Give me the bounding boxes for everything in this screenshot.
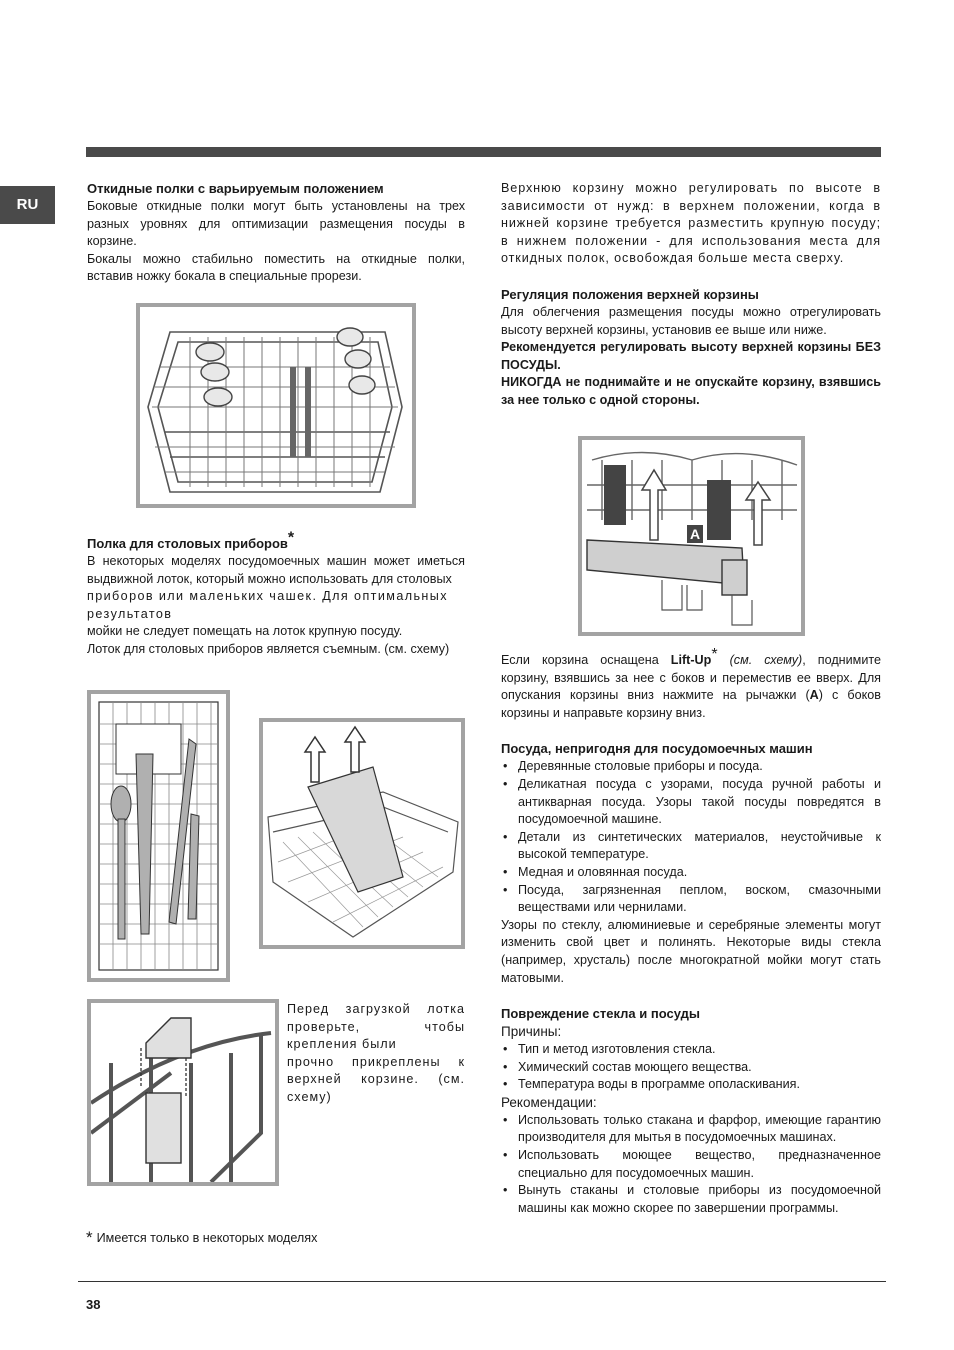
tray-clips-drawing [91, 1003, 275, 1182]
section-title: Полка для столовых приборов* [87, 529, 295, 551]
asterisk: * [86, 1228, 93, 1247]
basket-shelves-illustration [136, 303, 416, 508]
figure-label-a: A [690, 526, 701, 542]
basket-shelves-drawing [140, 307, 412, 504]
paragraph: В некоторых моделях посудомоечных машин может иметься выдвижной лоток, который можно использовать для столовых [87, 554, 465, 586]
causes-list [501, 1041, 881, 1094]
section-cutlery-tray [87, 529, 465, 659]
list-item: • Деликатная посуда с узорами, посуда ручной работы и антикварная посуда. Узоры такой посуды повредятся в посудомоечной машине. [501, 776, 881, 829]
recommendations-label: Рекомендации: [501, 1094, 597, 1110]
cutlery-tray-removal-illustration [259, 718, 465, 949]
paragraph: мойки не следует помещать на лоток крупную посуду. [87, 624, 403, 639]
list-item: • Вынуть стаканы и столовые приборы из посудомоечной машины как можно скорее по завершении программы. [501, 1182, 881, 1217]
right-column-bottom [501, 645, 881, 1217]
paragraph: приборов или маленьких чашек. Для оптимальных результатов [87, 589, 448, 621]
paragraph-warning: НИКОГДА не поднимайте и не опускайте корзину, взявшись за нее только с одной стороны. [501, 375, 881, 407]
recommendations-list [501, 1112, 881, 1218]
cutlery-tray-drawing [91, 694, 226, 978]
asterisk: * [287, 529, 295, 547]
list-item: • Медная и оловянная посуда. [501, 864, 881, 882]
section-title: Откидные полки с варьируемым положением [87, 181, 384, 196]
footnote-text: Имеется только в некоторых моделях [96, 1231, 318, 1245]
section-title: Посуда, непригодня для посудомоечных машин [501, 741, 813, 757]
list-item: • Тип и метод изготовления стекла. [501, 1041, 881, 1059]
section-title: Повреждение стекла и посуды [501, 1006, 700, 1022]
list-item: • Использовать только стакана и фарфор, имеющие гарантию производителя для мытья в посудомоечных машинах. [501, 1112, 881, 1147]
footnote [86, 1228, 317, 1248]
section-title: Регуляция положения верхней корзины [501, 286, 759, 302]
right-column-top [501, 180, 881, 410]
list-item: • Химический состав моющего вещества. [501, 1059, 881, 1077]
paragraph-liftup: Если корзина оснащена Lift-Up* (см. схему), поднимите корзину, взявшись за нее с боков и переместив ее вверх. Для опускания корзины вниз нажмите на рычажки (A) с боков корзины и направьте корзину вниз. [501, 645, 881, 720]
paragraph: Бокалы можно стабильно поместить на откидные полки, вставив ножку бокала в специальные прорези. [87, 251, 465, 284]
list-item: • Температура воды в программе ополаскивания. [501, 1076, 881, 1094]
tray-clips-illustration [87, 999, 279, 1186]
causes-label: Причины: [501, 1024, 562, 1040]
section-foldable-shelves [87, 180, 465, 286]
list-item: • Деревянные столовые приборы и посуда. [501, 758, 881, 776]
page-number: 38 [86, 1297, 101, 1312]
list-item: • Посуда, загрязненная пеплом, воском, смазочными веществами или чернилами. [501, 882, 881, 917]
paragraph: прочно прикреплены к верхней корзине. (см. схему) [287, 1054, 465, 1104]
paragraph: Для облегчения размещения посуды можно отрегулировать высоту верхней корзины, установив ее выше или ниже. [501, 304, 881, 337]
paragraph-warning: Рекомендуется регулировать высоту верхней корзины БЕЗ ПОСУДЫ. [501, 340, 881, 372]
language-tab: RU [0, 186, 55, 224]
paragraph: Лоток для столовых приборов является съемным. (см. схему) [87, 641, 450, 656]
liftup-basket-drawing [582, 440, 801, 632]
footer-rule [78, 1281, 886, 1282]
list-item: • Использовать моющее вещество, предназначенное специально для посудомоечных машин. [501, 1147, 881, 1182]
paragraph: Узоры по стеклу, алюминиевые и серебряные элементы могут изменить свой цвет и полинять. Некоторые виды стекла (например, хрусталь) после многократной мойки могут стать матовыми. [501, 917, 881, 985]
paragraph: Перед загрузкой лотка проверьте, чтобы крепления были [287, 1002, 465, 1052]
unsuitable-dishes-list [501, 758, 881, 916]
liftup-basket-illustration [578, 436, 805, 636]
tray-removal-drawing [263, 722, 461, 945]
paragraph: Боковые откидные полки могут быть установлены на трех разных уровнях для оптимизации размещения посуды в корзине. [87, 199, 465, 249]
cutlery-tray-top-illustration [87, 690, 230, 982]
caption-tray-clips [287, 1001, 465, 1107]
paragraph-intro: Верхнюю корзину можно регулировать по высоте в зависимости от нужд: в верхнем положении, когда в нижней корзине требуется разместить крупную посуду; в нижнем положении - для использования места для откидных полок, освобождая больше места сверху. [501, 181, 881, 266]
header-bar [86, 147, 881, 157]
list-item: • Детали из синтетических материалов, неустойчивые к высокой температуре. [501, 829, 881, 864]
